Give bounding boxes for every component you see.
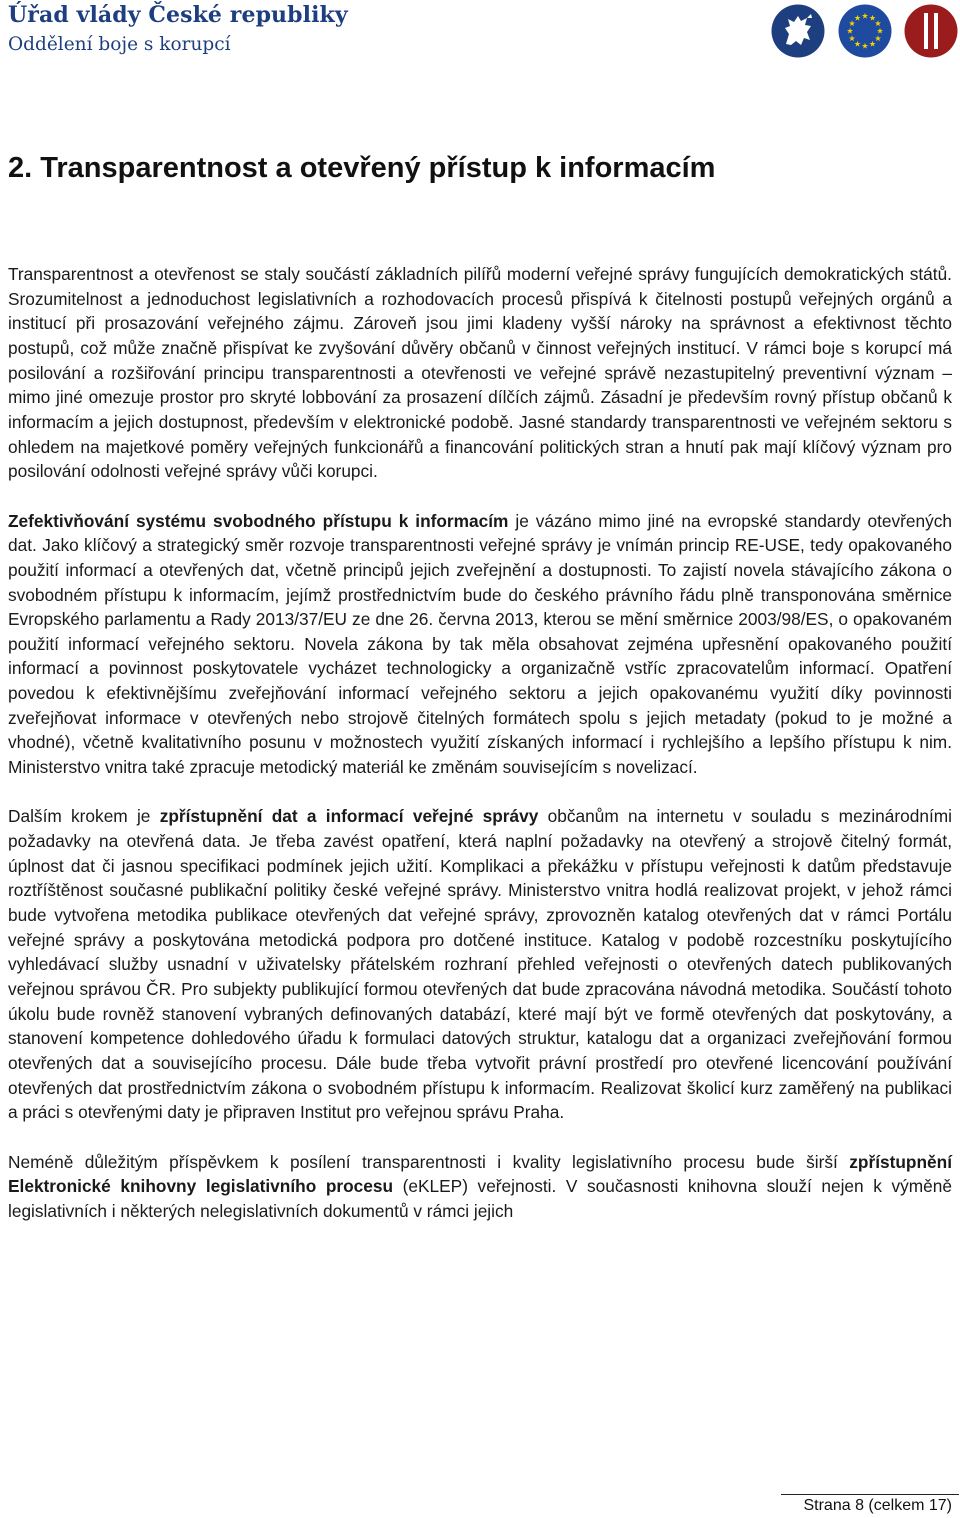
emphasized-text: zpřístupnění Elektronické knihovny legislativního procesu [8, 1151, 952, 1197]
office-title: Úřad vlády České republiky [8, 2, 348, 28]
czech-lion-emblem-icon [771, 4, 825, 58]
footer-divider [781, 1494, 959, 1495]
body-paragraph [8, 509, 952, 780]
emphasized-text: zpřístupnění dat a informací veřejné správy [159, 806, 539, 827]
paragraph-text: Transparentnost a otevřenost se staly součástí základních pilířů moderní veřejné správy fungujících demokratických států. Srozumitelnost a jednoduchost legislativních a rozhodovacích procesů přispívá k čitelnosti postupů veřejných orgánů a institucí při prosazování veřejného zájmu. Zároveň jsou jimi kladeny vyšší nároky na správnost a efektivnost těchto postupů, což může značně přispívat ke zvyšování důvěry občanů v činnost veřejných institucí. V rámci boje s korupcí má posilování a rozšiřování principu transparentnosti a otevřenosti ve veřejné správě nezastupitelný preventivní význam – mimo jiné omezuje prostor pro skryté lobbování za prosazení dílčích zájmů. Zásadní je především rovný přístup občanů k informacím a jejich dostupnost, především v elektronické podobě. Jasné standardy transparentnosti ve veřejném sektoru s ohledem na majetkové poměry veřejných funkcionářů a financování politických stran a hnutí pak mají klíčový význam pro posilování odolnosti veřejné správy vůči korupci. [8, 264, 952, 482]
department-subtitle: Oddělení boje s korupcí [8, 34, 231, 55]
body-paragraph [8, 804, 952, 1125]
paragraph-text: občanům na internetu v souladu s mezinárodními požadavky na otevřená data. Je třeba zavést opatření, která naplní požadavky na otevřený a strojově čitelný formát, úplnost dat či jasnou specifikaci podmínek jejich užití. Komplikaci a překážku v přístupu veřejnosti k datům představuje roztříštěnost současné publikační politiky české veřejné správy. Ministerstvo vnitra hodlá realizovat projekt, v jehož rámci bude vytvořena metodika publikace otevřených dat veřejné správy, zprovozněn katalog otevřených dat v rámci Portálu veřejné správy a poskytována metodická podpora pro dotčené instituce. Katalog v podobě rozcestníku poskytujícího vyhledávací služby usnadní v uživatelsky přátelském rozhraní přehled veřejnosti o otevřených datech publikovaných veřejnou správou ČR. Pro subjekty publikující formou otevřených dat bude zpracována návodná metodika. Součástí tohoto úkolu bude rovněž stanovení vybraných definovaných databází, které mají být ve formě otevřených dat poskytovány, a stanovení kompetence dohledového úřadu k formulaci datových struktur, katalogu dat a organizaci zveřejňování formou otevřených dat a souvisejícího procesu. Dále bude třeba vytvořit právní prostředí pro otevřené licencování používání otevřených dat prostřednictvím zákona o svobodném přístupu k informacím. Realizovat školicí kurz zaměřený na publikaci a práci s otevřenými daty je připraven Institut pro veřejnou správu Praha. [8, 806, 953, 1123]
paragraph-text: je vázáno mimo jiné na evropské standardy otevřených dat. Jako klíčový a strategický směr rozvoje transparentnosti veřejné správy je vnímán princip RE-USE, tedy opakovaného použití informací a otevřených dat, včetně principů jejich zveřejnění a dostupnosti. To zajistí novela stávajícího zákona o svobodném přístupu k informacím, jejímž prostřednictvím bude do českého právního řádu plně transponována směrnice Evropského parlamentu a Rady 2013/37/EU ze dne 26. června 2013, kterou se mění směrnice 2003/98/ES, o opakovaném použití informací veřejného sektoru. Novela zákona by tak měla obsahovat zejména upřesnění opakovaného použití informací a povinnost poskytovatele vycházet technologicky a organizačně vstříc zpracovatelům informací. Opatření povedou k efektivnějšímu zveřejňování informací veřejného sektoru a jejich opakovanému využití díky povinnosti zveřejňovat informace v otevřených nebo strojově čitelných formátech spolu s jejich metadaty (pokud to je možné a vhodné), včetně kvalitativního posunu v možnostech využití získaných informací i rychlejšího a lepšího přístupu k nim. Ministerstvo vnitra také zpracuje metodický materiál ke změnám souvisejícím s novelizací. [8, 510, 953, 778]
page-number: Strana 8 (celkem 17) [803, 1497, 952, 1514]
paragraph-text: Dalším krokem je [8, 806, 160, 827]
eu-stars-emblem-icon [838, 4, 892, 58]
document-body [8, 262, 952, 1224]
paragraph-text: Neméně důležitým příspěvkem k posílení transparentnosti i kvality legislativního procesu bude širší [8, 1151, 850, 1172]
emphasized-text: Zefektivňování systému svobodného přístupu k informacím [8, 510, 509, 531]
striped-emblem-icon [904, 4, 958, 58]
body-paragraph [8, 1150, 952, 1224]
section-heading: 2. Transparentnost a otevřený přístup k informacím [8, 152, 716, 184]
document-header [0, 0, 960, 62]
body-paragraph [8, 262, 952, 484]
paragraph-text: (eKLEP) veřejnosti. V současnosti knihovna slouží nejen k výměně legislativních i některých nelegislativních dokumentů v rámci jejich [8, 1176, 952, 1221]
